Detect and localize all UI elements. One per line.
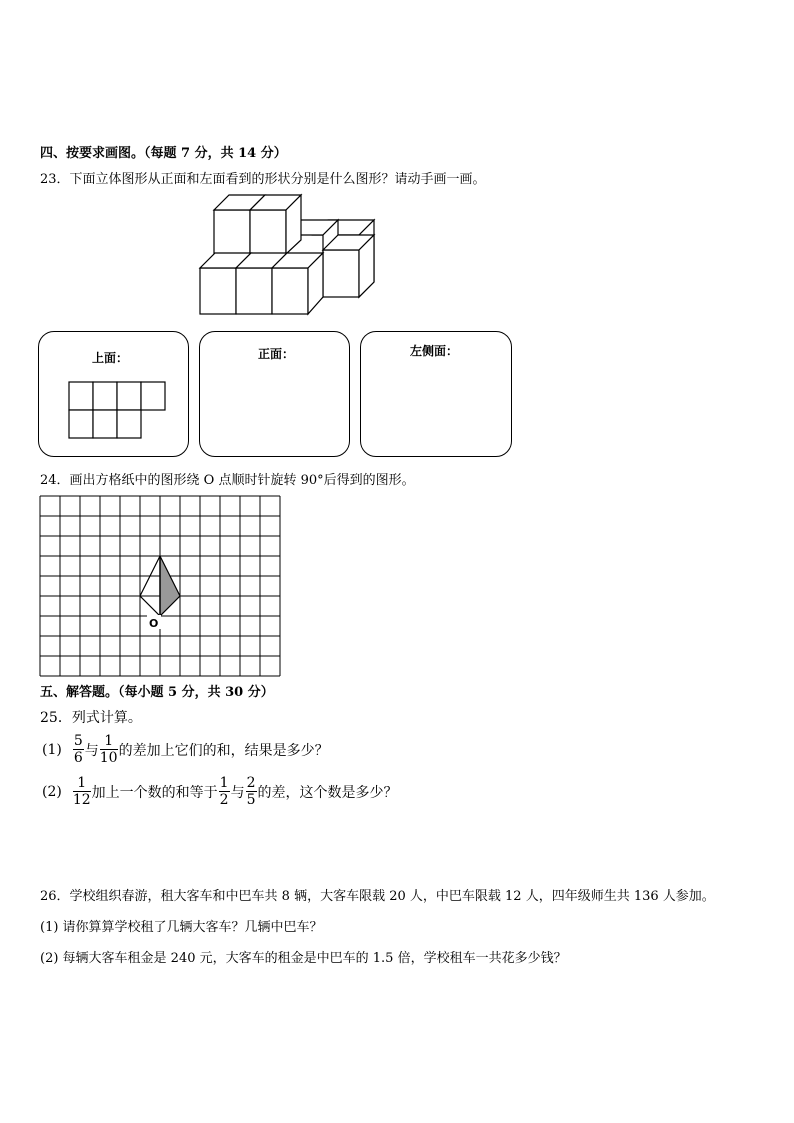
cube-bottom-3 [272, 253, 323, 314]
top-view-drawing [67, 380, 167, 440]
question-25-part-1 [42, 734, 329, 765]
cube-top-right [250, 195, 301, 254]
question-text: 加上一个数的和等于 [91, 784, 218, 801]
part-number: (1) [42, 741, 62, 758]
section-5-title: 五、解答题。（每小题 5 分，共 30 分） [40, 685, 274, 700]
front-view-label: 正面： [258, 347, 295, 361]
question-23-text: 23．下面立体图形从正面和左面看到的形状分别是什么图形？请动手画一画。 [40, 172, 486, 187]
fraction-1-10: $\frac{1}{10}$ [99, 733, 118, 766]
connector-text: 与 [230, 784, 245, 801]
fraction-1-2: $\frac{1}{2}$ [219, 775, 229, 808]
rotation-grid[interactable] [40, 496, 280, 676]
fraction-2-5: $\frac{2}{5}$ [246, 775, 256, 808]
question-25-text: 25．列式计算。 [40, 710, 142, 726]
section-4-title: 四、按要求画图。（每题 7 分，共 14 分） [40, 146, 287, 161]
question-26-part-2: (2) 每辆大客车租金是 240 元，大客车的租金是中巴车的 1.5 倍，学校租车一共花多少钱？ [40, 951, 567, 966]
top-view-label: 上面： [92, 351, 129, 365]
question-25-part-2 [42, 776, 398, 807]
fraction-1-12: $\frac{1}{12}$ [72, 775, 91, 808]
point-o-label: O [149, 617, 159, 630]
part-number: (2) [42, 783, 62, 800]
cube-right-front [323, 235, 374, 297]
question-26-part-1: (1) 请你算算学校租了几辆大客车？几辆中巴车？ [40, 920, 323, 935]
question-26-text: 26．学校组织春游，租大客车和中巴车共 8 辆，大客车限载 20 人，中巴车限载 12 人，四年级师生共 136 人参加。 [40, 889, 715, 904]
question-text: 的差，这个数是多少？ [257, 784, 398, 801]
kite-shape [140, 556, 180, 616]
question-24-text: 24．画出方格纸中的图形绕 O 点顺时针旋转 90°后得到的图形。 [40, 473, 415, 488]
fraction-5-6: $\frac{5}{6}$ [73, 733, 83, 766]
question-text: 的差加上它们的和，结果是多少？ [118, 742, 329, 759]
left-view-label: 左侧面： [410, 344, 459, 358]
connector-text: 与 [84, 742, 99, 759]
cube-stack-figure [195, 190, 380, 318]
